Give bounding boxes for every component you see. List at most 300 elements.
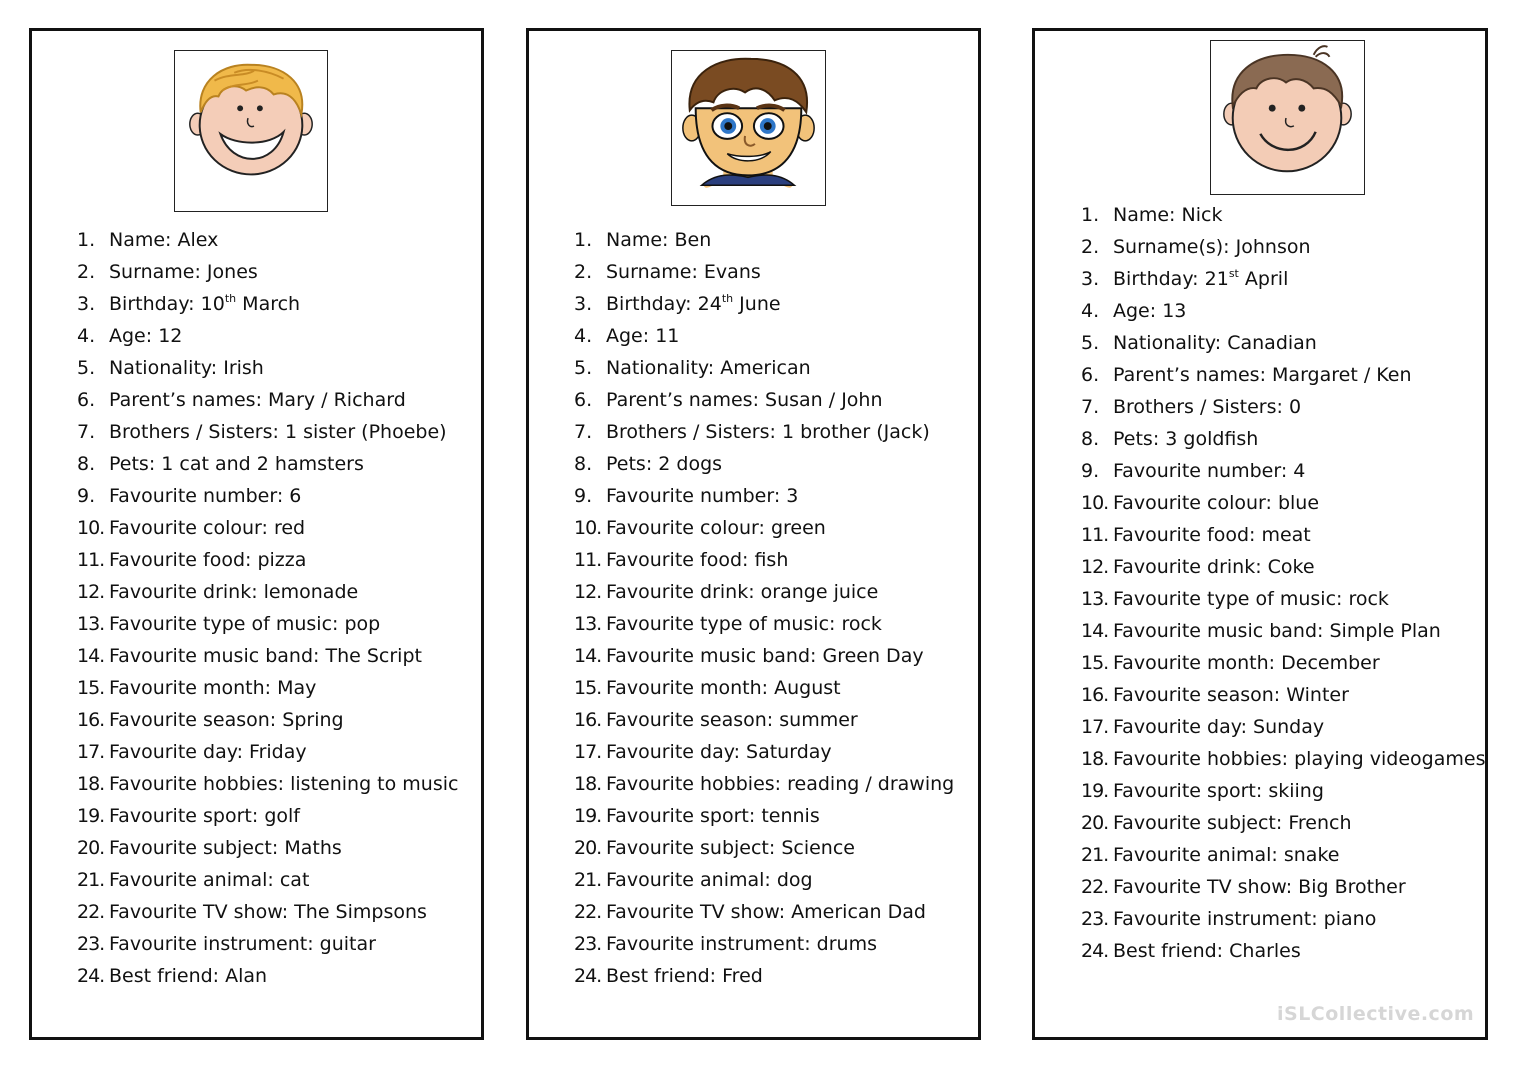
fact-item (574, 256, 954, 288)
fact-label: Birthday: (109, 293, 195, 315)
fact-number: 7. (1081, 396, 1100, 418)
fact-item (77, 736, 458, 768)
fact-label: Best friend: (109, 965, 220, 987)
fact-value: pizza (257, 549, 307, 571)
fact-number: 4. (77, 325, 96, 347)
fact-label: Age: (1113, 300, 1157, 322)
fact-number: 8. (574, 453, 593, 475)
fact-value: 4 (1293, 460, 1306, 482)
fact-item (77, 704, 458, 736)
fact-item (574, 352, 954, 384)
fact-label: Favourite hobbies: (109, 773, 285, 795)
fact-number: 22. (77, 901, 105, 923)
fact-value: 0 (1288, 396, 1302, 418)
fact-number: 13. (1081, 588, 1109, 610)
fact-item (77, 416, 458, 448)
fact-value: Ben (674, 229, 712, 251)
fact-item (574, 768, 954, 800)
fact-item (77, 672, 458, 704)
fact-value: Mary / Richard (268, 389, 406, 411)
fact-number: 5. (77, 357, 96, 379)
fact-item (1081, 775, 1485, 807)
fact-number: 17. (574, 741, 602, 763)
fact-value: Canadian (1227, 332, 1317, 354)
fact-item (574, 896, 954, 928)
fact-item (574, 704, 954, 736)
fact-value: The Simpsons (294, 901, 427, 923)
fact-value: American (720, 357, 811, 379)
fact-label: Favourite colour: (109, 517, 268, 539)
fact-item (1081, 743, 1485, 775)
fact-item (574, 608, 954, 640)
fact-label: Favourite season: (109, 709, 277, 731)
fact-number: 2. (574, 261, 593, 283)
fact-number: 6. (574, 389, 593, 411)
fact-value: August (774, 677, 841, 699)
fact-item (77, 576, 458, 608)
fact-item (574, 512, 954, 544)
fact-item (1081, 583, 1485, 615)
fact-label: Birthday: (1113, 268, 1199, 290)
fact-label: Favourite music band: (606, 645, 817, 667)
fact-value: lemonade (263, 581, 359, 603)
fact-label: Favourite animal: (1113, 844, 1278, 866)
fact-item (1081, 519, 1485, 551)
fact-item (574, 448, 954, 480)
fact-number: 19. (1081, 780, 1109, 802)
fact-item (77, 448, 458, 480)
fact-value: drums (816, 933, 877, 955)
fact-number: 21. (77, 869, 105, 891)
fact-number: 22. (574, 901, 602, 923)
fact-value: snake (1283, 844, 1340, 866)
site-watermark: iSLCollective.com (1277, 1003, 1475, 1025)
fact-value: French (1288, 812, 1352, 834)
fact-label: Name: (606, 229, 669, 251)
fact-number: 24. (1081, 940, 1109, 962)
fact-value: rock (841, 613, 882, 635)
fact-number: 5. (1081, 332, 1100, 354)
fact-number: 12. (77, 581, 105, 603)
fact-value: Winter (1286, 684, 1349, 706)
fact-label: Favourite music band: (1113, 620, 1324, 642)
fact-number: 9. (574, 485, 593, 507)
fact-value: 3 goldfish (1165, 428, 1259, 450)
fact-label: Best friend: (1113, 940, 1224, 962)
fact-label: Surname(s): (1113, 236, 1230, 258)
fact-label: Favourite drink: (109, 581, 258, 603)
fact-value: 13 (1162, 300, 1187, 322)
fact-item (574, 320, 954, 352)
fact-number: 8. (77, 453, 96, 475)
fact-number: 6. (77, 389, 96, 411)
fact-number: 10. (77, 517, 105, 539)
fact-value: Fred (722, 965, 763, 987)
fact-item (1081, 903, 1485, 935)
fact-value: Jones (206, 261, 258, 283)
fact-label: Favourite month: (109, 677, 272, 699)
profile-card-alex (29, 28, 484, 1040)
fact-value: Saturday (746, 741, 832, 763)
fact-value: Coke (1267, 556, 1315, 578)
fact-number: 20. (1081, 812, 1109, 834)
fact-label: Age: (109, 325, 153, 347)
fact-item (1081, 487, 1485, 519)
fact-value: green (770, 517, 826, 539)
fact-label: Favourite subject: (1113, 812, 1283, 834)
fact-item (1081, 647, 1485, 679)
fact-number: 3. (1081, 268, 1100, 290)
fact-number: 15. (1081, 652, 1109, 674)
fact-label: Favourite TV show: (606, 901, 786, 923)
fact-label: Favourite type of music: (1113, 588, 1343, 610)
fact-item (574, 736, 954, 768)
fact-list (574, 224, 954, 992)
fact-value: Margaret / Ken (1272, 364, 1412, 386)
fact-value: summer (779, 709, 858, 731)
fact-value: Alex (177, 229, 219, 251)
fact-value: Big Brother (1298, 876, 1406, 898)
fact-label: Favourite food: (606, 549, 749, 571)
fact-number: 21. (1081, 844, 1109, 866)
fact-value: 24 (697, 293, 722, 315)
portrait-frame (671, 50, 826, 206)
brown-hair-boy-blue-eyes-icon (672, 51, 825, 205)
fact-label: Brothers / Sisters: (109, 421, 279, 443)
ordinal-suffix: th (224, 292, 237, 305)
profile-card-ben (526, 28, 981, 1040)
portrait-frame (1210, 40, 1365, 195)
fact-number: 14. (1081, 620, 1109, 642)
fact-item (1081, 839, 1485, 871)
fact-item (574, 640, 954, 672)
fact-item (1081, 231, 1485, 263)
fact-item (574, 960, 954, 992)
fact-label: Favourite instrument: (1113, 908, 1318, 930)
fact-value: orange juice (760, 581, 879, 603)
fact-number: 17. (77, 741, 105, 763)
fact-value: 6 (289, 485, 302, 507)
fact-label: Favourite drink: (1113, 556, 1262, 578)
fact-label: Favourite sport: (606, 805, 756, 827)
fact-label: Nationality: (1113, 332, 1222, 354)
fact-item (574, 480, 954, 512)
fact-value: blue (1277, 492, 1320, 514)
fact-value: golf (264, 805, 300, 827)
fact-value: Friday (249, 741, 307, 763)
fact-value: piano (1323, 908, 1377, 930)
fact-number: 10. (1081, 492, 1109, 514)
fact-number: 14. (77, 645, 105, 667)
fact-label: Favourite month: (1113, 652, 1276, 674)
fact-value: 1 cat and 2 hamsters (161, 453, 364, 475)
fact-number: 17. (1081, 716, 1109, 738)
fact-value: Nick (1181, 204, 1223, 226)
fact-item (574, 832, 954, 864)
fact-value: dog (776, 869, 813, 891)
fact-label: Favourite day: (109, 741, 243, 763)
fact-label: Favourite TV show: (1113, 876, 1293, 898)
fact-label: Best friend: (606, 965, 717, 987)
fact-value: May (277, 677, 317, 699)
fact-label: Favourite colour: (606, 517, 765, 539)
fact-number: 15. (77, 677, 105, 699)
fact-number: 16. (1081, 684, 1109, 706)
fact-label: Favourite food: (1113, 524, 1256, 546)
fact-value: 2 dogs (658, 453, 723, 475)
fact-item (1081, 711, 1485, 743)
fact-value: 3 (786, 485, 799, 507)
fact-number: 22. (1081, 876, 1109, 898)
fact-value-month: June (739, 293, 781, 315)
fact-value: 1 sister (Phoebe) (284, 421, 447, 443)
fact-label: Favourite animal: (109, 869, 274, 891)
fact-number: 16. (574, 709, 602, 731)
fact-number: 4. (574, 325, 593, 347)
fact-item (574, 416, 954, 448)
fact-value: Irish (223, 357, 264, 379)
fact-label: Favourite drink: (606, 581, 755, 603)
fact-item (1081, 391, 1485, 423)
fact-value: meat (1261, 524, 1311, 546)
fact-item (1081, 359, 1485, 391)
fact-value: Green Day (822, 645, 924, 667)
fact-number: 12. (1081, 556, 1109, 578)
fact-label: Favourite TV show: (109, 901, 289, 923)
fact-label: Favourite type of music: (109, 613, 339, 635)
fact-label: Nationality: (109, 357, 218, 379)
fact-label: Parent’s names: (606, 389, 759, 411)
fact-number: 23. (77, 933, 105, 955)
fact-value: Spring (282, 709, 344, 731)
fact-label: Favourite food: (109, 549, 252, 571)
fact-number: 14. (574, 645, 602, 667)
fact-label: Favourite day: (1113, 716, 1247, 738)
fact-number: 18. (77, 773, 105, 795)
fact-value: Susan / John (765, 389, 883, 411)
fact-label: Favourite hobbies: (1113, 748, 1289, 770)
fact-value: Evans (703, 261, 761, 283)
fact-number: 11. (1081, 524, 1109, 546)
fact-value: December (1281, 652, 1380, 674)
fact-value: playing videogames (1294, 748, 1486, 770)
fact-item (77, 544, 458, 576)
fact-list (1081, 199, 1485, 967)
fact-label: Favourite season: (606, 709, 774, 731)
fact-number: 12. (574, 581, 602, 603)
ordinal-suffix: st (1228, 267, 1239, 280)
fact-value: Simple Plan (1329, 620, 1441, 642)
fact-label: Favourite subject: (109, 837, 279, 859)
fact-number: 1. (1081, 204, 1100, 226)
fact-value: reading / drawing (787, 773, 955, 795)
fact-item (1081, 263, 1485, 295)
fact-label: Birthday: (606, 293, 692, 315)
fact-number: 8. (1081, 428, 1100, 450)
fact-value: skiing (1268, 780, 1324, 802)
blond-boy-face-icon (175, 51, 327, 211)
fact-label: Favourite type of music: (606, 613, 836, 635)
fact-label: Age: (606, 325, 650, 347)
portrait-frame (174, 50, 328, 212)
fact-label: Nationality: (606, 357, 715, 379)
fact-number: 18. (1081, 748, 1109, 770)
fact-number: 7. (574, 421, 593, 443)
fact-label: Favourite month: (606, 677, 769, 699)
fact-label: Favourite instrument: (109, 933, 314, 955)
fact-value: pop (344, 613, 381, 635)
fact-number: 2. (77, 261, 96, 283)
fact-item (574, 384, 954, 416)
fact-label: Name: (109, 229, 172, 251)
fact-value: cat (279, 869, 310, 891)
fact-item (77, 832, 458, 864)
fact-number: 10. (574, 517, 602, 539)
fact-item (1081, 551, 1485, 583)
fact-number: 18. (574, 773, 602, 795)
fact-item (77, 928, 458, 960)
fact-number: 11. (77, 549, 105, 571)
fact-label: Favourite animal: (606, 869, 771, 891)
fact-label: Brothers / Sisters: (606, 421, 776, 443)
fact-number: 2. (1081, 236, 1100, 258)
fact-value: Sunday (1253, 716, 1325, 738)
ordinal-suffix: th (721, 292, 734, 305)
fact-number: 5. (574, 357, 593, 379)
fact-label: Pets: (1113, 428, 1160, 450)
fact-number: 7. (77, 421, 96, 443)
fact-number: 20. (574, 837, 602, 859)
fact-item (77, 224, 458, 256)
fact-value: red (273, 517, 306, 539)
fact-value: tennis (761, 805, 820, 827)
fact-item (1081, 199, 1485, 231)
fact-label: Favourite sport: (109, 805, 259, 827)
fact-label: Favourite sport: (1113, 780, 1263, 802)
fact-number: 24. (77, 965, 105, 987)
fact-value: 21 (1204, 268, 1229, 290)
fact-item (77, 320, 458, 352)
fact-item (574, 864, 954, 896)
fact-number: 4. (1081, 300, 1100, 322)
fact-label: Favourite music band: (109, 645, 320, 667)
fact-item (574, 800, 954, 832)
fact-item (1081, 679, 1485, 711)
fact-label: Surname: (109, 261, 201, 283)
fact-label: Favourite season: (1113, 684, 1281, 706)
fact-item (574, 544, 954, 576)
fact-label: Favourite number: (1113, 460, 1288, 482)
fact-value: American Dad (791, 901, 926, 923)
fact-number: 13. (77, 613, 105, 635)
fact-number: 19. (574, 805, 602, 827)
fact-item (77, 352, 458, 384)
fact-number: 19. (77, 805, 105, 827)
fact-value: rock (1348, 588, 1389, 610)
fact-value: Charles (1229, 940, 1301, 962)
fact-label: Favourite day: (606, 741, 740, 763)
fact-item (1081, 871, 1485, 903)
fact-item (574, 224, 954, 256)
fact-value: Maths (284, 837, 342, 859)
fact-item (77, 864, 458, 896)
fact-value: guitar (319, 933, 376, 955)
fact-item (1081, 935, 1485, 967)
fact-item (77, 512, 458, 544)
fact-list (77, 224, 458, 992)
fact-value: fish (754, 549, 789, 571)
fact-value: The Script (325, 645, 422, 667)
fact-number: 1. (574, 229, 593, 251)
fact-item (574, 672, 954, 704)
fact-label: Pets: (109, 453, 156, 475)
fact-label: Surname: (606, 261, 698, 283)
fact-item (1081, 807, 1485, 839)
fact-value: Science (781, 837, 855, 859)
fact-label: Favourite colour: (1113, 492, 1272, 514)
fact-label: Name: (1113, 204, 1176, 226)
fact-number: 3. (574, 293, 593, 315)
fact-number: 23. (1081, 908, 1109, 930)
fact-item (1081, 455, 1485, 487)
fact-number: 6. (1081, 364, 1100, 386)
fact-label: Favourite number: (606, 485, 781, 507)
fact-label: Favourite number: (109, 485, 284, 507)
fact-number: 9. (1081, 460, 1100, 482)
fact-item (77, 256, 458, 288)
fact-item (1081, 327, 1485, 359)
fact-number: 9. (77, 485, 96, 507)
fact-item (77, 640, 458, 672)
fact-number: 23. (574, 933, 602, 955)
fact-item (77, 288, 458, 320)
fact-item (574, 928, 954, 960)
fact-label: Favourite hobbies: (606, 773, 782, 795)
fact-label: Parent’s names: (109, 389, 262, 411)
fact-value: 10 (200, 293, 225, 315)
fact-item (1081, 615, 1485, 647)
fact-value-month: April (1244, 268, 1289, 290)
dark-hair-boy-face-icon (1211, 41, 1364, 194)
fact-number: 20. (77, 837, 105, 859)
fact-number: 15. (574, 677, 602, 699)
fact-item (1081, 295, 1485, 327)
fact-number: 13. (574, 613, 602, 635)
fact-item (77, 960, 458, 992)
fact-value: Johnson (1235, 236, 1311, 258)
fact-item (77, 384, 458, 416)
fact-value: Alan (225, 965, 268, 987)
fact-item (77, 480, 458, 512)
fact-value: listening to music (290, 773, 459, 795)
fact-number: 21. (574, 869, 602, 891)
fact-value: 12 (158, 325, 183, 347)
fact-label: Pets: (606, 453, 653, 475)
profile-card-nick (1032, 28, 1488, 1040)
fact-item (77, 608, 458, 640)
fact-item (574, 576, 954, 608)
fact-value-month: March (242, 293, 301, 315)
fact-number: 16. (77, 709, 105, 731)
fact-item (77, 768, 458, 800)
fact-number: 24. (574, 965, 602, 987)
fact-number: 3. (77, 293, 96, 315)
fact-value: 1 brother (Jack) (781, 421, 930, 443)
fact-label: Parent’s names: (1113, 364, 1266, 386)
fact-label: Brothers / Sisters: (1113, 396, 1283, 418)
fact-label: Favourite subject: (606, 837, 776, 859)
fact-item (574, 288, 954, 320)
